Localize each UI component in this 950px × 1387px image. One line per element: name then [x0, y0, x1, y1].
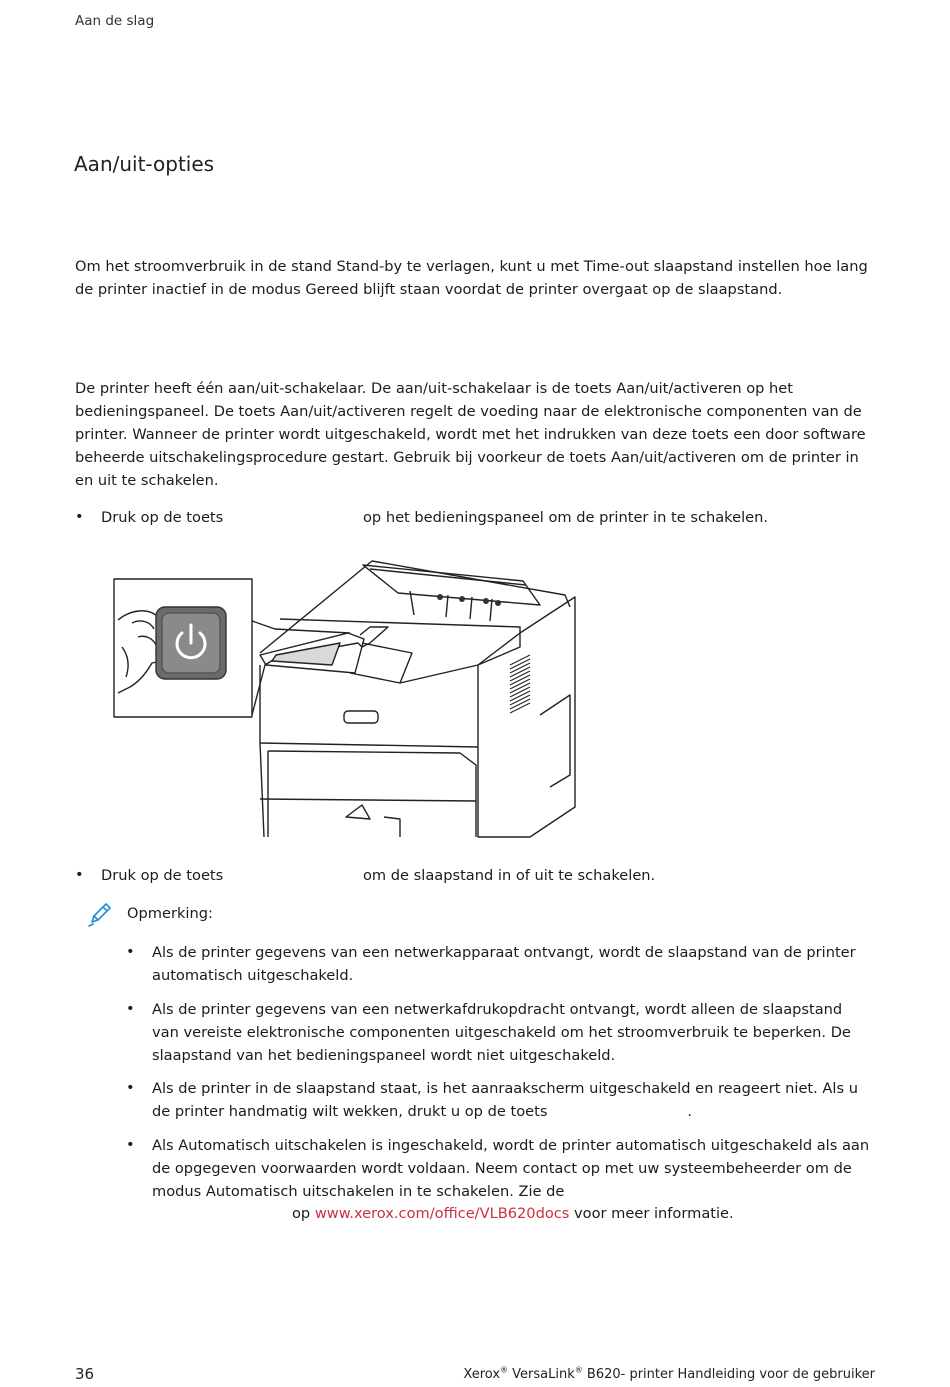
note-item-3-text: Als de printer in de slaapstand staat, is het aanraakscherm uitgeschakeld en reageert niet. Als u de printer handmatig wilt wekken, drukt u op de toets [152, 1080, 858, 1120]
note-bullet-dot: • [126, 1079, 135, 1096]
pencil-note-icon [86, 900, 114, 928]
section-title: Aan/uit-opties [74, 152, 215, 176]
running-header: Aan de slag [75, 13, 155, 29]
note-item-4: Als Automatisch uitschakelen is ingeschakeld, wordt de printer automatisch uitgeschakeld als aan de opgegeven voorwaarden wordt voldaan. Neem contact op met uw systeembeheerder om de modus Automatisch uitschakelen in te schakelen. Zie de [152, 1137, 870, 1200]
note-item-3 [152, 1077, 872, 1123]
note-item-3-tail: . [687, 1103, 693, 1120]
intro-paragraph: Om het stroomverbruik in de stand Stand-by te verlagen, kunt u met Time-out slaapstand instellen hoe lang de printer inactief in de modus Gereed blijft staan voordat de printer overgaat op de slaapstand. [75, 258, 868, 298]
note-item-4-line2 [292, 1202, 734, 1225]
bullet-2-prefix: Druk op de toets [101, 867, 224, 884]
note-bullet-dot: • [126, 943, 135, 960]
note-bullet-dot: • [126, 1000, 135, 1017]
footer-title [463, 1367, 875, 1382]
footer-brand: Xerox [463, 1367, 501, 1382]
bullet-dot: • [75, 508, 84, 525]
note-label: Opmerking: [127, 905, 213, 922]
note-item-2: Als de printer gegevens van een netwerkafdrukopdracht ontvangt, wordt alleen de slaapstand van vereiste elektronische componenten uitgeschakeld om het stroomverbruik te beperken. De slaapstand van het bedieningspaneel wordt niet uitgeschakeld. [152, 1001, 851, 1064]
bullet-1-prefix: Druk op de toets [101, 509, 224, 526]
note-item-1: Als de printer gegevens van een netwerkapparaat ontvangt, wordt de slaapstand van de printer automatisch uitgeschakeld. [152, 944, 856, 984]
note-item-4-prefix: op [292, 1205, 311, 1222]
printer-power-illustration [100, 555, 590, 845]
footer-title-rest: B620- printer Handleiding voor de gebruiker [586, 1367, 875, 1382]
bullet-dot: • [75, 866, 84, 883]
bullet-1-suffix: op het bedieningspaneel om de printer in te schakelen. [363, 509, 768, 526]
page-number: 36 [75, 1365, 95, 1383]
registered-mark: ® [500, 1365, 509, 1375]
bullet-2-suffix: om de slaapstand in of uit te schakelen. [363, 867, 656, 884]
note-bullet-dot: • [126, 1136, 135, 1153]
docs-link[interactable]: www.xerox.com/office/VLB620docs [314, 1205, 570, 1222]
registered-mark: ® [574, 1365, 583, 1375]
note-item-4-suffix: voor meer informatie. [574, 1205, 734, 1222]
body-paragraph: De printer heeft één aan/uit-schakelaar. De aan/uit-schakelaar is de toets Aan/uit/activeren op het bedieningspaneel. De toets Aan/uit/activeren regelt de voeding naar de elektronische componenten van de printer. Wanneer de printer wordt uitgeschakeld, wordt met het indrukken van deze toets een door software beheerde uitschakelingsprocedure gestart. Gebruik bij voorkeur de toets Aan/uit/activeren om de printer in en uit te schakelen. [75, 380, 866, 489]
footer-product: VersaLink [512, 1367, 575, 1382]
